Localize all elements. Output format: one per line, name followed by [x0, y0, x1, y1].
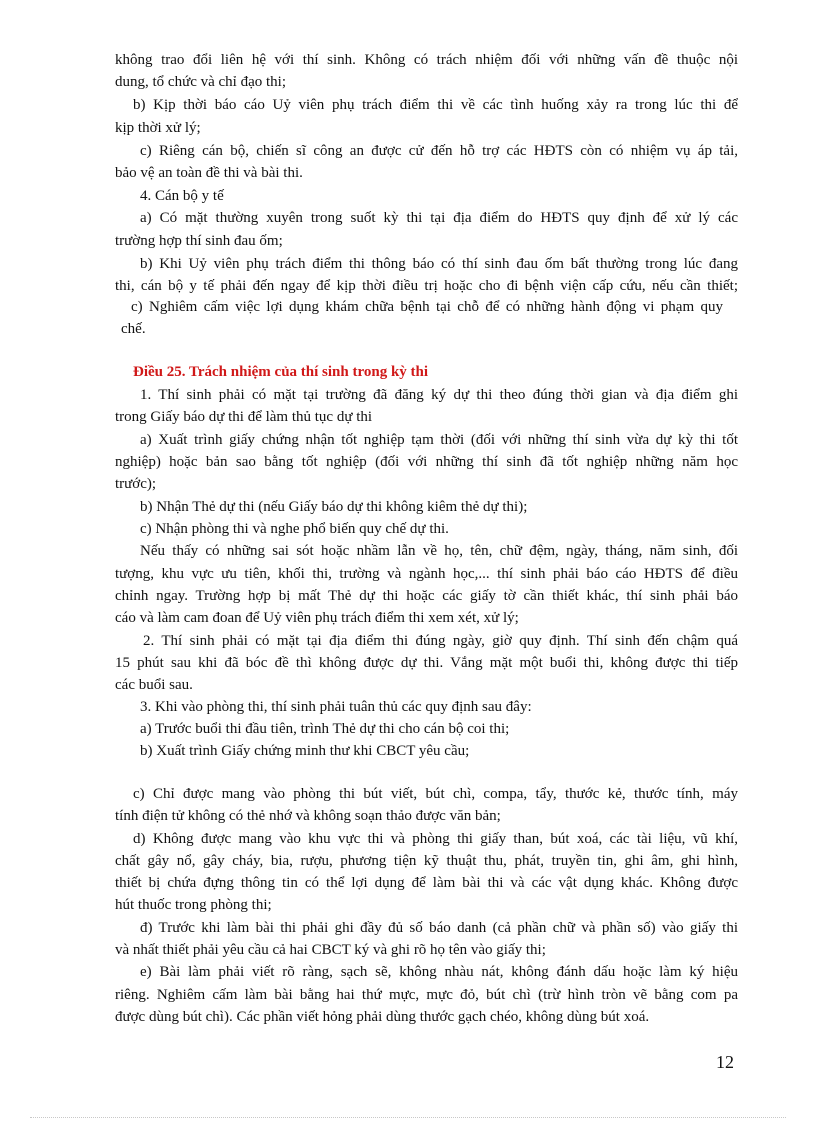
text-line: e) Bài làm phải viết rõ ràng, sạch sẽ, không nhàu nát, không đánh dấu hoặc làm ký hiệu	[140, 964, 738, 980]
text-line: được dùng bút chì). Các phần viết hỏng phải dùng thước gạch chéo, không dùng bút xoá.	[115, 1009, 650, 1025]
text-line: các buổi sau.	[115, 677, 193, 693]
text-line: Nếu thấy có những sai sót hoặc nhầm lẫn về họ, tên, chữ đệm, ngày, tháng, năm sinh, đối	[140, 543, 738, 559]
text-line: b) Kịp thời báo cáo Uỷ viên phụ trách điểm thi về các tình huống xảy ra trong lúc thi để	[133, 97, 738, 113]
text-line: bảo vệ an toàn đề thi và bài thi.	[115, 165, 303, 181]
text-line: trước);	[115, 476, 157, 492]
text-line: b) Xuất trình Giấy chứng minh thư khi CBCT yêu cầu;	[140, 743, 470, 759]
text-line: c) Nghiêm cấm việc lợi dụng khám chữa bệnh tại chỗ để có những hành động vi phạm quy	[131, 299, 723, 315]
text-line: a) Có mặt thường xuyên trong suốt kỳ thi tại địa điểm do HĐTS quy định để xử lý các	[140, 210, 738, 226]
section-heading: Điều 25. Trách nhiệm của thí sinh trong kỳ thi	[133, 364, 429, 380]
text-line: đ) Trước khi làm bài thi phải ghi đầy đủ số báo danh (cả phần chữ và phần số) vào giấy thi	[140, 920, 738, 936]
text-line: 3. Khi vào phòng thi, thí sinh phải tuân thủ các quy định sau đây:	[140, 699, 532, 715]
text-line: trong Giấy báo dự thi để làm thủ tục dự thi	[115, 409, 373, 425]
text-line: thi, cán bộ y tế phải đến ngay để kịp thời điều trị hoặc cho đi bệnh viện cấp cứu, nếu cần thiết;	[115, 278, 738, 294]
text-line: a) Trước buổi thi đầu tiên, trình Thẻ dự thi cho cán bộ coi thi;	[140, 721, 510, 737]
text-line: c) Chỉ được mang vào phòng thi bút viết, bút chì, compa, tẩy, thước kẻ, thước tính, máy	[133, 786, 738, 802]
text-line: tượng, khu vực ưu tiên, khối thi, trường và ngành học,... thí sinh phải báo cáo HĐTS để điều	[115, 566, 738, 582]
text-line: 1. Thí sinh phải có mặt tại trường đã đăng ký dự thi theo đúng thời gian và địa điểm ghi	[140, 387, 738, 403]
text-line: 2. Thí sinh phải có mặt tại địa điểm thi đúng ngày, giờ quy định. Thí sinh đến chậm quá	[143, 633, 738, 649]
text-line: a) Xuất trình giấy chứng nhận tốt nghiệp tạm thời (đối với những thí sinh vừa dự kỳ thi tốt	[140, 432, 738, 448]
text-line: không trao đổi liên hệ với thí sinh. Không có trách nhiệm đối với những vấn đề thuộc nội	[115, 52, 738, 68]
text-line: c) Riêng cán bộ, chiến sĩ công an được cử đến hỗ trợ các HĐTS còn có nhiệm vụ áp tải,	[140, 143, 738, 159]
text-line: dung, tổ chức và chỉ đạo thi;	[115, 74, 287, 90]
text-line: nghiệp) hoặc bản sao bằng tốt nghiệp (đối với những thí sinh đã tốt nghiệp những năm học	[115, 454, 738, 470]
text-line: hút thuốc trong phòng thi;	[115, 897, 272, 913]
text-line: và nhất thiết phải yêu cầu cả hai CBCT ký và ghi rõ họ tên vào giấy thi;	[115, 942, 546, 958]
text-line: c) Nhận phòng thi và nghe phổ biến quy chế dự thi.	[140, 521, 449, 537]
page-bottom-divider	[30, 1117, 786, 1118]
text-line: trường hợp thí sinh đau ốm;	[115, 233, 283, 249]
text-line: b) Khi Uỷ viên phụ trách điểm thi thông báo có thí sinh đau ốm bất thường trong lúc đang	[140, 256, 738, 272]
text-line: 4. Cán bộ y tế	[140, 188, 224, 204]
text-line: thiết bị chứa đựng thông tin có thể lợi dụng để làm bài thi và các vật dụng khác. Không được	[115, 875, 738, 891]
page-number: 12	[716, 1052, 734, 1072]
text-line: kịp thời xử lý;	[115, 120, 201, 136]
text-line: tính điện tử không có thẻ nhớ và không soạn thảo được văn bản;	[115, 808, 501, 824]
text-line: chất gây nổ, gây cháy, bia, rượu, phương tiện kỹ thuật thu, phát, truyền tin, ghi âm, ghi hình,	[115, 853, 738, 869]
text-line: riêng. Nghiêm cấm làm bài bằng hai thứ mực, mực đỏ, bút chì (trừ hình tròn vẽ bằng com pa	[115, 987, 738, 1003]
text-line: cáo và làm cam đoan để Uỷ viên phụ trách điểm thi xem xét, xử lý;	[115, 610, 519, 626]
text-line: d) Không được mang vào khu vực thi và phòng thi giấy than, bút xoá, các tài liệu, vũ khí,	[133, 831, 738, 847]
text-line: chỉnh ngay. Trường hợp bị mất Thẻ dự thi hoặc các giấy tờ cần thiết khác, thí sinh phải báo	[115, 588, 738, 604]
text-line: b) Nhận Thẻ dự thi (nếu Giấy báo dự thi không kiêm thẻ dự thi);	[140, 499, 528, 515]
text-line: 15 phút sau khi đã bóc đề thì không được dự thi. Vắng mặt một buổi thi, không được thi tiếp	[115, 655, 738, 671]
text-line: chế.	[121, 321, 146, 337]
